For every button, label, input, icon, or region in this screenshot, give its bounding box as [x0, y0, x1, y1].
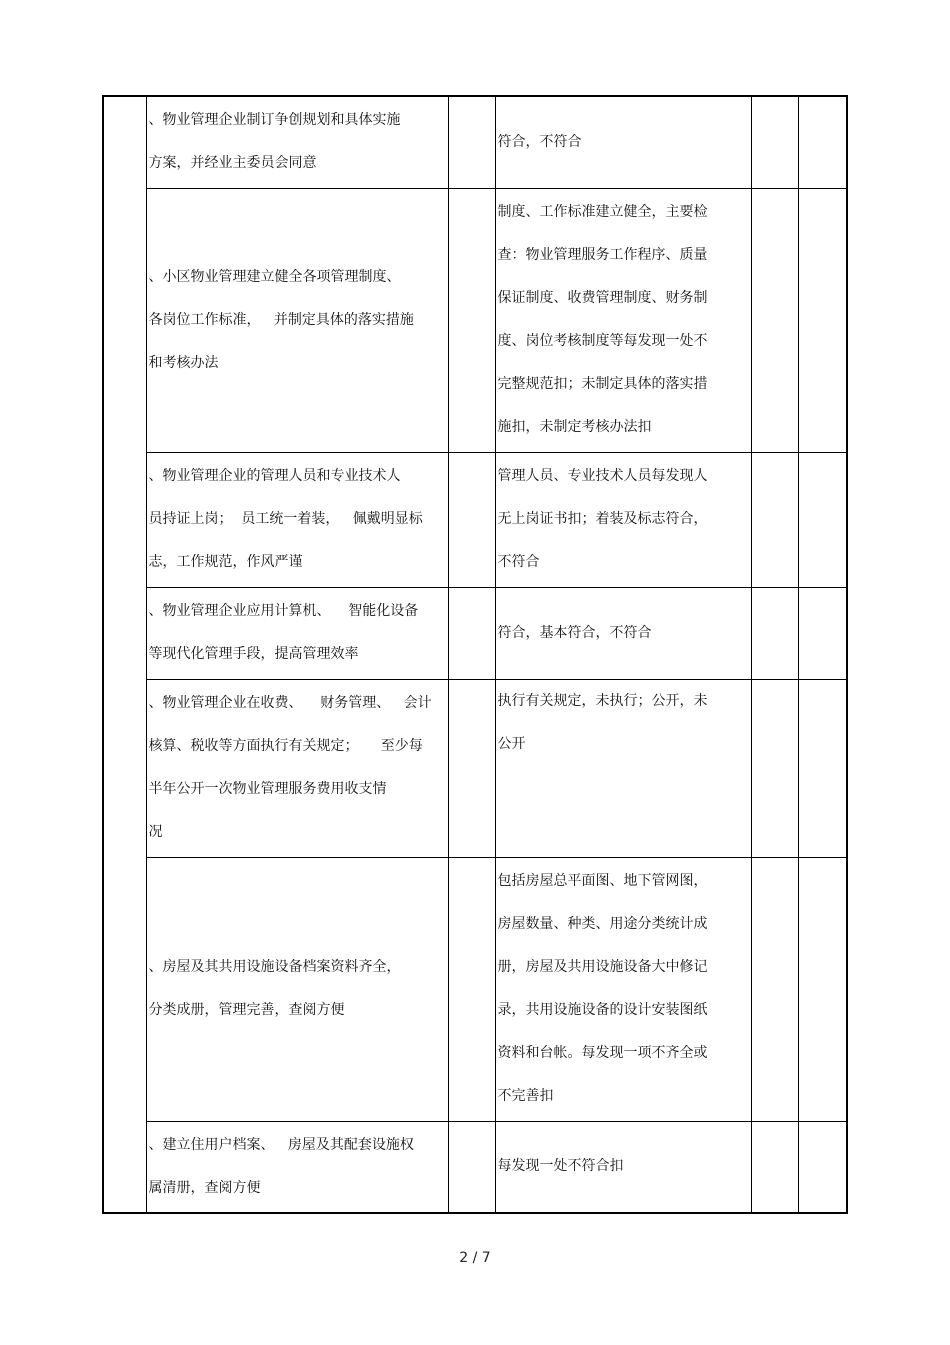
result-cell [798, 1121, 847, 1213]
item-cell: 、物业管理企业在收费、 财务管理、 会计 核算、税收等方面执行有关规定； 至少每 半年公开一次物业管理服务费用收支情 况 [146, 679, 448, 857]
result-cell [798, 188, 847, 452]
score-cell [448, 452, 495, 587]
item-cell: 、物业管理企业应用计算机、 智能化设备 等现代化管理手段，提高管理效率 [146, 587, 448, 679]
result-cell [798, 452, 847, 587]
item-cell: 、物业管理企业的管理人员和专业技术人 员持证上岗； 员工统一着装， 佩戴明显标 志，工作规范，作风严谨 [146, 452, 448, 587]
deduction-cell [751, 587, 798, 679]
standard-cell: 制度、工作标准建立健全，主要检 查：物业管理服务工作程序、质量 保证制度、收费管理制度、财务制 度、岗位考核制度等每发现一处不 完整规范扣；未制定具体的落实措 施扣，未制定考核办法扣 [495, 188, 751, 452]
item-cell: 、小区物业管理建立健全各项管理制度、 各岗位工作标准， 并制定具体的落实措施 和考核办法 [146, 188, 448, 452]
standard-cell: 包括房屋总平面图、地下管网图， 房屋数量、种类、用途分类统计成 册，房屋及共用设施设备大中修记 录，共用设施设备的设计安装图纸 资料和台帐。每发现一项不齐全或 不完善扣 [495, 857, 751, 1121]
item-cell: 、物业管理企业制订争创规划和具体实施 方案，并经业主委员会同意 [146, 96, 448, 188]
score-cell [448, 587, 495, 679]
deduction-cell [751, 857, 798, 1121]
score-cell [448, 96, 495, 188]
table-row [103, 857, 847, 1121]
score-cell [448, 679, 495, 857]
deduction-cell [751, 679, 798, 857]
item-cell: 、建立住用户档案、 房屋及其配套设施权 属清册，查阅方便 [146, 1121, 448, 1213]
standard-cell: 每发现一处不符合扣 [495, 1121, 751, 1213]
table-row [103, 587, 847, 679]
score-cell [448, 857, 495, 1121]
page-number: 2 / 7 [459, 1250, 491, 1266]
deduction-cell [751, 96, 798, 188]
standard-cell: 符合，不符合 [495, 96, 751, 188]
table-row [103, 96, 847, 188]
deduction-cell [751, 452, 798, 587]
table-row [103, 679, 847, 857]
score-cell [448, 1121, 495, 1213]
standard-cell: 执行有关规定，未执行；公开，未 公开 [495, 679, 751, 857]
inspection-standards-table [102, 95, 848, 1214]
deduction-cell [751, 1121, 798, 1213]
item-cell: 、房屋及其共用设施设备档案资料齐全， 分类成册，管理完善，查阅方便 [146, 857, 448, 1121]
score-cell [448, 188, 495, 452]
index-column [103, 96, 146, 1213]
result-cell [798, 96, 847, 188]
result-cell [798, 679, 847, 857]
standard-cell: 管理人员、专业技术人员每发现人 无上岗证书扣；着装及标志符合， 不符合 [495, 452, 751, 587]
table-row [103, 452, 847, 587]
deduction-cell [751, 188, 798, 452]
standard-cell: 符合，基本符合，不符合 [495, 587, 751, 679]
result-cell [798, 587, 847, 679]
result-cell [798, 857, 847, 1121]
table-row [103, 188, 847, 452]
table-row [103, 1121, 847, 1213]
